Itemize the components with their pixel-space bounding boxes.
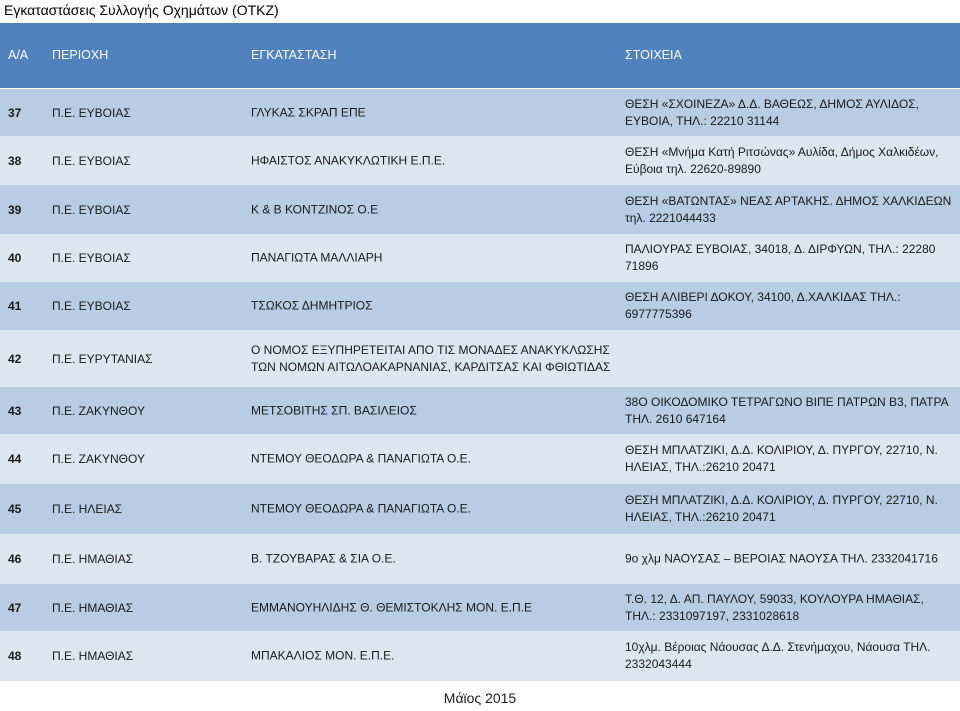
table-row bbox=[0, 136, 960, 185]
table-row bbox=[0, 584, 960, 631]
header-aa: Α/Α bbox=[8, 48, 29, 62]
table-row bbox=[0, 234, 960, 282]
row-region: Π.Ε. ΗΛΕΙΑΣ bbox=[52, 502, 123, 516]
header-details: ΣΤΟΙΧΕΙΑ bbox=[625, 48, 682, 62]
row-details: 38Ο ΟΙΚΟΔΟΜΙΚΟ ΤΕΤΡΑΓΩΝΟ ΒΙΠΕ ΠΑΤΡΩΝ Β3, ΠΑΤΡΑ ΤΗΛ. 2610 647164 bbox=[625, 394, 948, 426]
row-number: 37 bbox=[8, 105, 22, 120]
row-details: ΘΕΣΗ ΜΠΛΑΤΖΙΚΙ, Δ.Δ. ΚΟΛΙΡΙΟΥ, Δ. ΠΥΡΓΟΥ, 22710, Ν. ΗΛΕΙΑΣ, ΤΗΛ.:26210 20471 bbox=[625, 493, 938, 524]
row-number: 43 bbox=[8, 403, 22, 418]
table-row bbox=[0, 282, 960, 330]
table-row bbox=[0, 387, 960, 434]
row-facility: Ο ΝΟΜΟΣ ΕΞΥΠΗΡΕΤΕΙΤΑΙ ΑΠΟ ΤΙΣ ΜΟΝΑΔΕΣ ΑΝΑΚΥΚΛΩΣΗΣ ΤΩΝ ΝΟΜΩΝ ΑΙΤΩΛΟΑΚΑΡΝΑΝΙΑΣ, ΚΑΡΔΙΤΣΑΣ ΚΑΙ ΦΘΙΩΤΙΔΑΣ bbox=[251, 342, 611, 374]
row-number: 40 bbox=[8, 251, 22, 265]
row-number: 48 bbox=[8, 649, 22, 663]
row-facility: Β. ΤΖΟΥΒΑΡΑΣ & ΣΙΑ Ο.Ε. bbox=[251, 551, 396, 566]
row-region: Π.Ε. ΗΜΑΘΙΑΣ bbox=[52, 649, 134, 663]
row-number: 45 bbox=[8, 502, 22, 516]
row-facility: ΝΤΕΜΟΥ ΘΕΟΔΩΡΑ & ΠΑΝΑΓΙΩΤΑ Ο.Ε. bbox=[251, 501, 471, 516]
row-region: Π.Ε. ΖΑΚΥΝΘΟΥ bbox=[52, 403, 145, 418]
row-details: ΘΕΣΗ ΜΠΛΑΤΖΙΚΙ, Δ.Δ. ΚΟΛΙΡΙΟΥ, Δ. ΠΥΡΓΟΥ, 22710, Ν. ΗΛΕΙΑΣ, ΤΗΛ.:26210 20471 bbox=[625, 443, 938, 474]
row-region: Π.Ε. ΕΥΒΟΙΑΣ bbox=[52, 251, 131, 265]
footer-date: Μάϊος 2015 bbox=[443, 690, 517, 706]
row-details: ΘΕΣΗ «ΒΑΤΩΝΤΑΣ» ΝΕΑΣ ΑΡΤΑΚΗΣ. ΔΗΜΟΣ ΧΑΛΚΙΔΕΩΝ τηλ. 2221044433 bbox=[625, 193, 952, 225]
row-number: 38 bbox=[8, 153, 22, 168]
row-facility: ΜΕΤΣΟΒΙΤΗΣ ΣΠ. ΒΑΣΙΛΕΙΟΣ bbox=[251, 403, 417, 417]
row-region: Π.Ε. ΖΑΚΥΝΘΟΥ bbox=[52, 452, 145, 466]
row-details: ΘΕΣΗ ΑΛΙΒΕΡΙ ΔΟΚΟΥ, 34100, Δ.ΧΑΛΚΙΔΑΣ ΤΗΛ.: 6977775396 bbox=[625, 290, 901, 321]
row-number: 39 bbox=[8, 202, 22, 217]
row-region: Π.Ε. ΕΥΡΥΤΑΝΙΑΣ bbox=[52, 351, 153, 366]
row-details: ΘΕΣΗ «ΣΧΟΙΝΕΖΑ» Δ.Δ. ΒΑΘΕΩΣ, ΔΗΜΟΣ ΑΥΛΙΔΟΣ, ΕΥΒΟΙΑ, ΤΗΛ.: 22210 31144 bbox=[625, 96, 919, 128]
row-number: 46 bbox=[8, 552, 22, 566]
row-facility: ΜΠΑΚΑΛΙΟΣ ΜΟΝ. Ε.Π.Ε. bbox=[251, 648, 395, 663]
row-region: Π.Ε. ΕΥΒΟΙΑΣ bbox=[52, 105, 131, 120]
row-details: 9ο χλμ ΝΑΟΥΣΑΣ – ΒΕΡΟΙΑΣ ΝΑΟΥΣΑ ΤΗΛ. 2332041716 bbox=[625, 551, 938, 566]
row-facility: ΓΛΥΚΑΣ ΣΚΡΑΠ ΕΠΕ bbox=[251, 105, 366, 119]
row-facility: ΝΤΕΜΟΥ ΘΕΟΔΩΡΑ & ΠΑΝΑΓΙΩΤΑ Ο.Ε. bbox=[251, 451, 471, 466]
row-region: Π.Ε. ΕΥΒΟΙΑΣ bbox=[52, 153, 131, 168]
row-facility: ΗΦΑΙΣΤΟΣ ΑΝΑΚΥΚΛΩΤΙΚΗ Ε.Π.Ε. bbox=[251, 153, 446, 167]
row-details: ΘΕΣΗ «Μνήμα Κατή Ριτσώνας» Αυλίδα, Δήμος Χαλκιδέων, Εύβοια τηλ. 22620-89890 bbox=[625, 144, 939, 176]
table-row bbox=[0, 185, 960, 234]
header-facility: ΕΓΚΑΤΑΣΤΑΣΗ bbox=[251, 48, 337, 62]
row-number: 42 bbox=[8, 351, 22, 366]
table-row bbox=[0, 534, 960, 584]
row-number: 44 bbox=[8, 452, 22, 466]
row-facility: ΠΑΝΑΓΙΩΤΑ ΜΑΛΛΙΑΡΗ bbox=[251, 250, 383, 265]
row-facility: ΕΜΜΑΝΟΥΗΛΙΔΗΣ Θ. ΘΕΜΙΣΤΟΚΛΗΣ ΜΟΝ. Ε.Π.Ε bbox=[251, 600, 533, 614]
header-region: ΠΕΡΙΟΧΗ bbox=[52, 48, 109, 62]
row-details: ΠΑΛΙΟΥΡΑΣ ΕΥΒΟΙΑΣ, 34018, Δ. ΔΙΡΦΥΩΝ, ΤΗΛ.: 22280 71896 bbox=[625, 242, 936, 273]
table-row bbox=[0, 89, 960, 136]
table-row bbox=[0, 631, 960, 681]
table-row bbox=[0, 484, 960, 534]
row-region: Π.Ε. ΗΜΑΘΙΑΣ bbox=[52, 600, 134, 615]
row-region: Π.Ε. ΕΥΒΟΙΑΣ bbox=[52, 202, 131, 217]
table-header bbox=[0, 23, 960, 88]
table-row bbox=[0, 434, 960, 484]
row-facility: Κ & Β ΚΟΝΤΖΙΝΟΣ Ο.Ε bbox=[251, 202, 379, 216]
document-title: Εγκαταστάσεις Συλλογής Οχημάτων (ΟΤΚΖ) bbox=[4, 2, 279, 18]
row-facility: ΤΣΩΚΟΣ ΔΗΜΗΤΡΙΟΣ bbox=[251, 298, 373, 313]
row-number: 47 bbox=[8, 600, 22, 615]
row-region: Π.Ε. ΗΜΑΘΙΑΣ bbox=[52, 552, 134, 566]
row-details: 10χλμ. Βέροιας Νάουσας Δ.Δ. Στενήμαχου, Νάουσα ΤΗΛ. 2332043444 bbox=[625, 640, 931, 671]
row-details: Τ.Θ. 12, Δ. ΑΠ. ΠΑΥΛΟΥ, 59033, ΚΟΥΛΟΥΡΑ ΗΜΑΘΙΑΣ, ΤΗΛ.: 2331097197, 2331028618 bbox=[625, 591, 924, 623]
row-number: 41 bbox=[8, 299, 22, 313]
row-region: Π.Ε. ΕΥΒΟΙΑΣ bbox=[52, 299, 131, 313]
table-row bbox=[0, 330, 960, 387]
